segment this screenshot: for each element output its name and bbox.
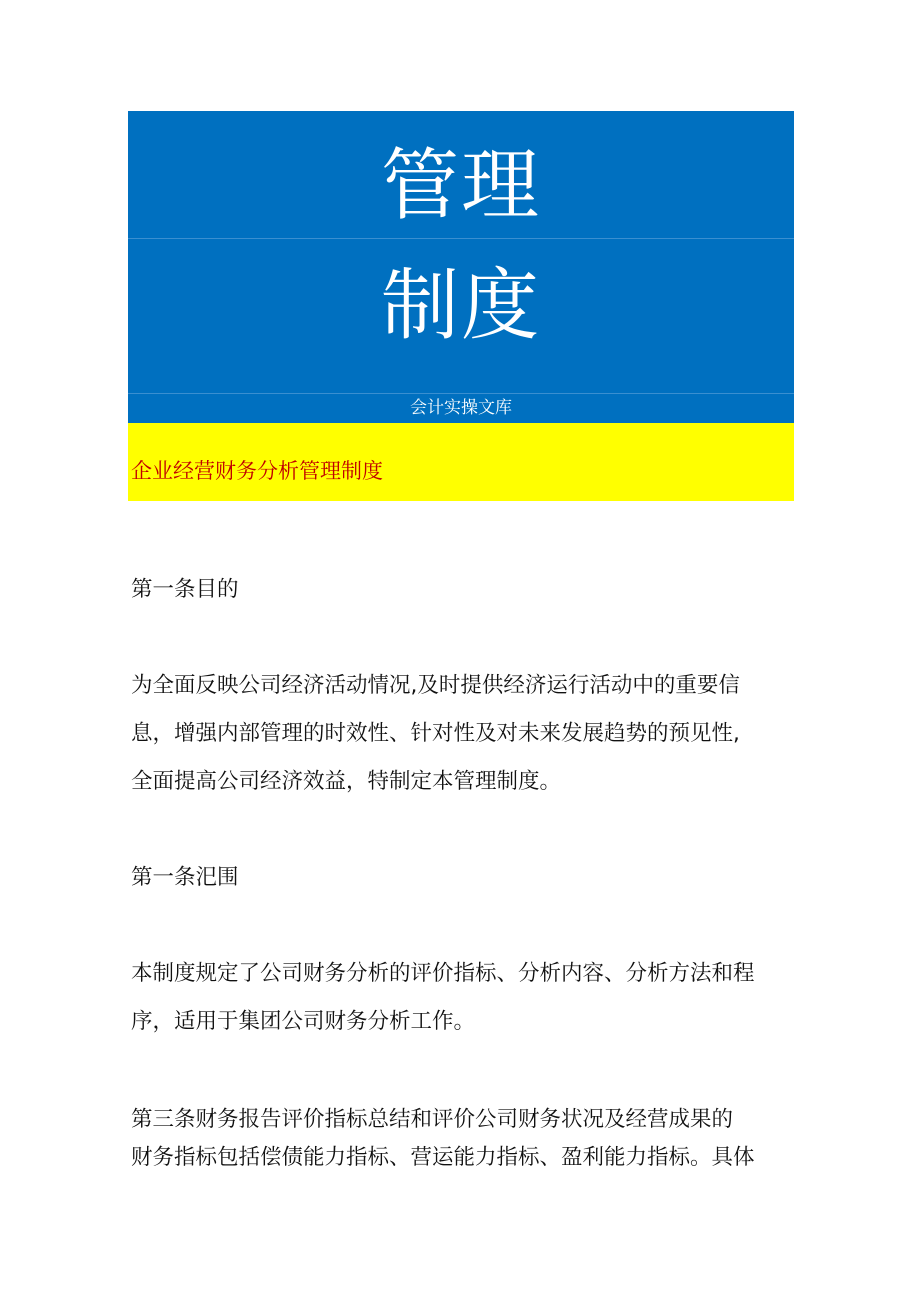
document-title: 企业经营财务分析管理制度 [131,459,383,483]
cover-subtitle: 会计实操文库 [410,398,512,418]
cover-block [128,111,794,423]
paragraph-line: 为全面反映公司经济活动情况,及时提供经济运行活动中的重要信 [131,673,740,698]
paragraph-line: 财务指标包括偿债能力指标、营运能力指标、盈利能力指标。具体 [131,1145,755,1170]
cover-title-line-2: 制度 [380,261,541,351]
cover-divider [128,238,794,239]
paragraph-indicators [131,1101,803,1177]
paragraph-line: 第一条目的 [131,577,239,602]
section-heading-scope [131,854,803,902]
paragraph-line: 全面提高公司经济效益，特制定本管理制度。 [131,769,562,794]
cover-title-line-1: 管理 [380,141,541,231]
paragraph-purpose [131,662,803,806]
paragraph-line: 第一条汜围 [131,865,239,890]
paragraph-scope [131,950,803,1046]
document-title-banner [128,423,794,501]
paragraph-line: 第三条财务报告评价指标总结和评价公司财务状况及经营成果的 [131,1107,734,1132]
paragraph-line: 本制度规定了公司财务分析的评价指标、分析内容、分析方法和程 [131,961,755,986]
section-heading-purpose [131,566,803,614]
paragraph-line: 序，适用于集团公司财务分析工作。 [131,1009,476,1034]
paragraph-line: 息，增强内部管理的时效性、针对性及对未来发展趋势的预见性, [131,721,740,746]
